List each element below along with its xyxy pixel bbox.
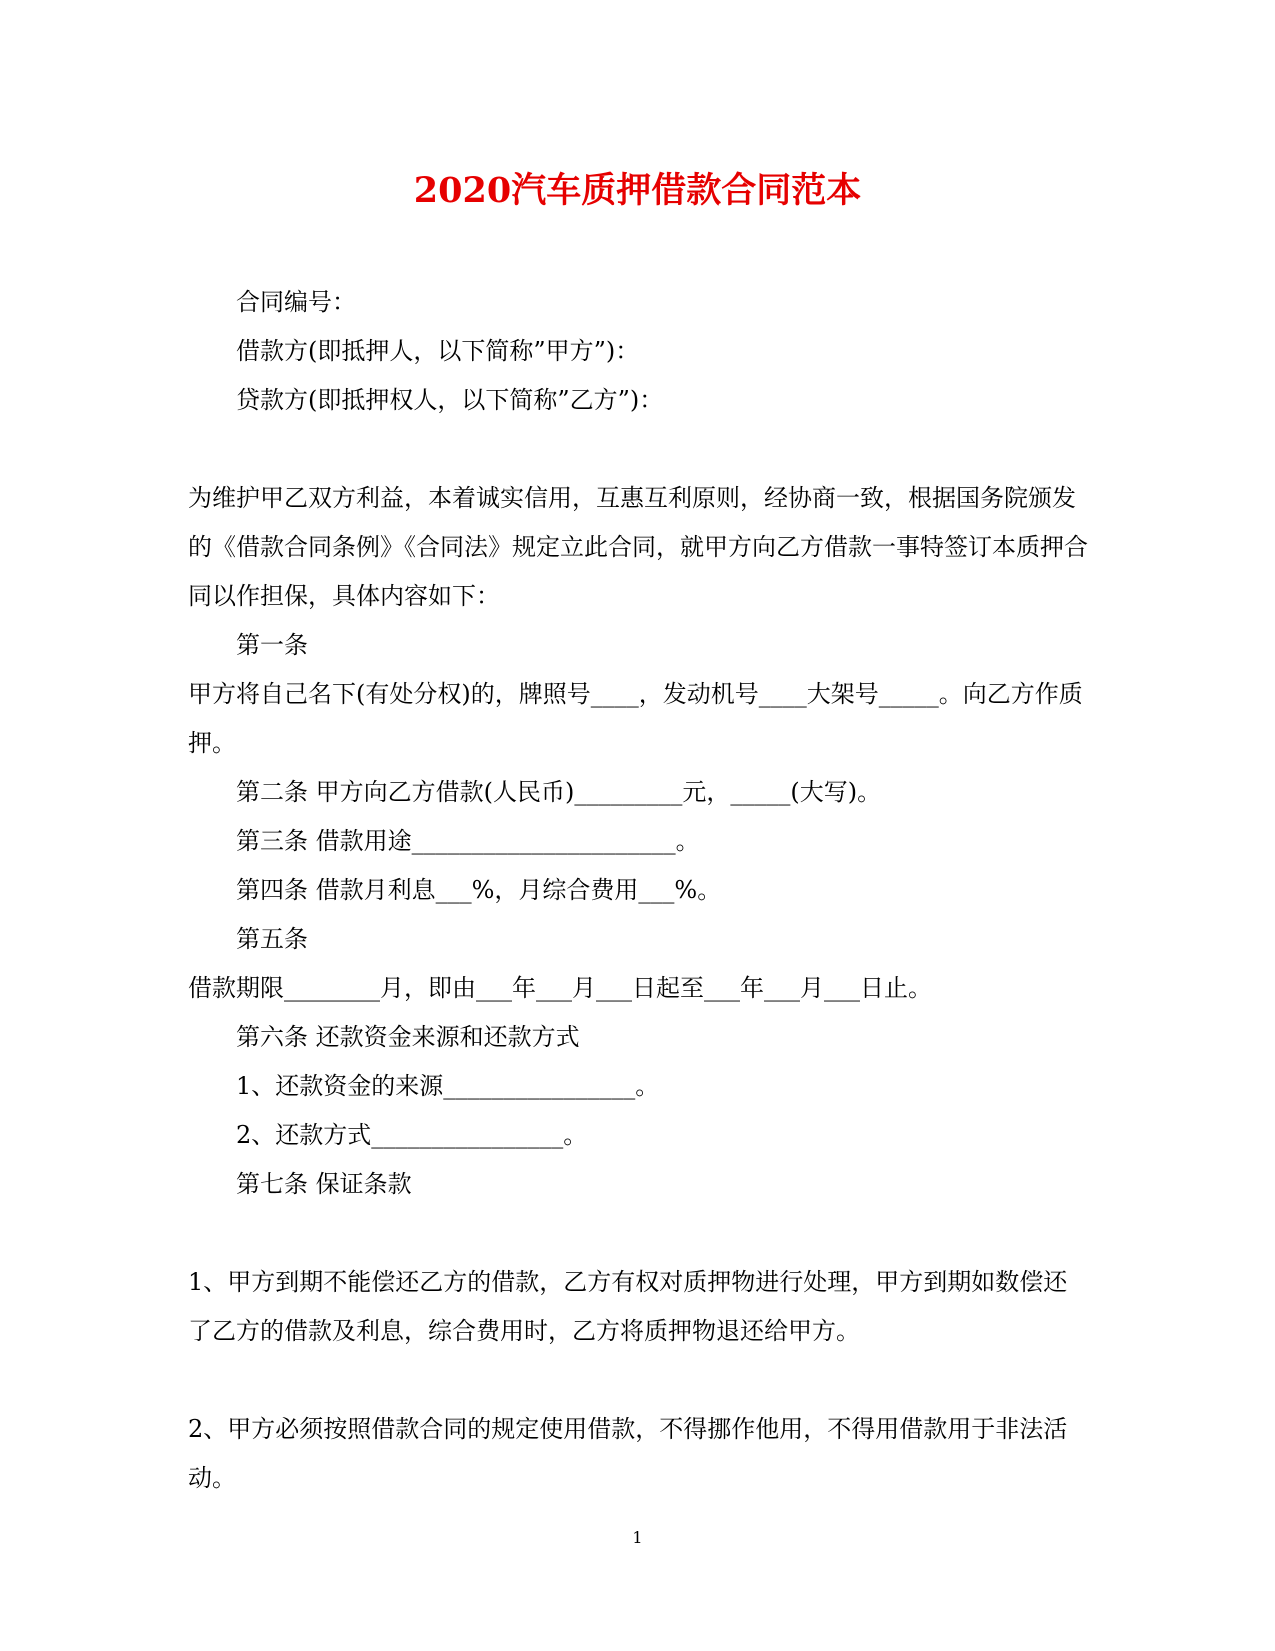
article-2: 第二条 甲方向乙方借款(人民币)_________元，_____(大写)。: [236, 778, 882, 806]
spacer: [188, 425, 1088, 474]
article-4: 第四条 借款月利息___%，月综合费用___%。: [236, 876, 722, 904]
article-6-item-2: 2、还款方式________________。: [236, 1121, 588, 1149]
spacer: [188, 1356, 1088, 1405]
article-1-heading: 第一条: [236, 631, 308, 659]
document-title: 2020汽车质押借款合同范本: [413, 170, 862, 211]
spacer: [188, 1209, 1088, 1258]
article-7-item-1: 1、甲方到期不能偿还乙方的借款，乙方有权对质押物进行处理，甲方到期如数偿还了乙方的借款及利息，综合费用时，乙方将质押物退还给甲方。: [188, 1268, 1068, 1345]
page-number: 1: [632, 1528, 643, 1547]
article-1-text: 甲方将自己名下(有处分权)的，牌照号____，发动机号____大架号_____。向乙方作质押。: [188, 680, 1083, 757]
document-body: [188, 278, 1088, 1503]
article-6-heading: 第六条 还款资金来源和还款方式: [236, 1023, 580, 1051]
article-7-heading: 第七条 保证条款: [236, 1170, 412, 1198]
article-5-heading: 第五条: [236, 925, 308, 953]
article-7-item-2: 2、甲方必须按照借款合同的规定使用借款，不得挪作他用，不得用借款用于非法活动。: [188, 1415, 1068, 1492]
article-3: 第三条 借款用途______________________。: [236, 827, 700, 855]
contract-number-line: 合同编号：: [236, 288, 356, 316]
article-6-item-1: 1、还款资金的来源________________。: [236, 1072, 660, 1100]
intro-paragraph: 为维护甲乙双方利益，本着诚实信用，互惠互利原则，经协商一致，根据国务院颁发的《借款合同条例》《合同法》规定立此合同，就甲方向乙方借款一事特签订本质押合同以作担保，具体内容如下：: [188, 484, 1088, 610]
borrower-line: 借款方(即抵押人，以下简称”甲方”)：: [236, 337, 640, 365]
article-5-text: 借款期限________月，即由___年___月___日起至___年___月___日止。: [188, 974, 932, 1002]
lender-line: 贷款方(即抵押权人，以下简称”乙方”)：: [236, 386, 664, 414]
